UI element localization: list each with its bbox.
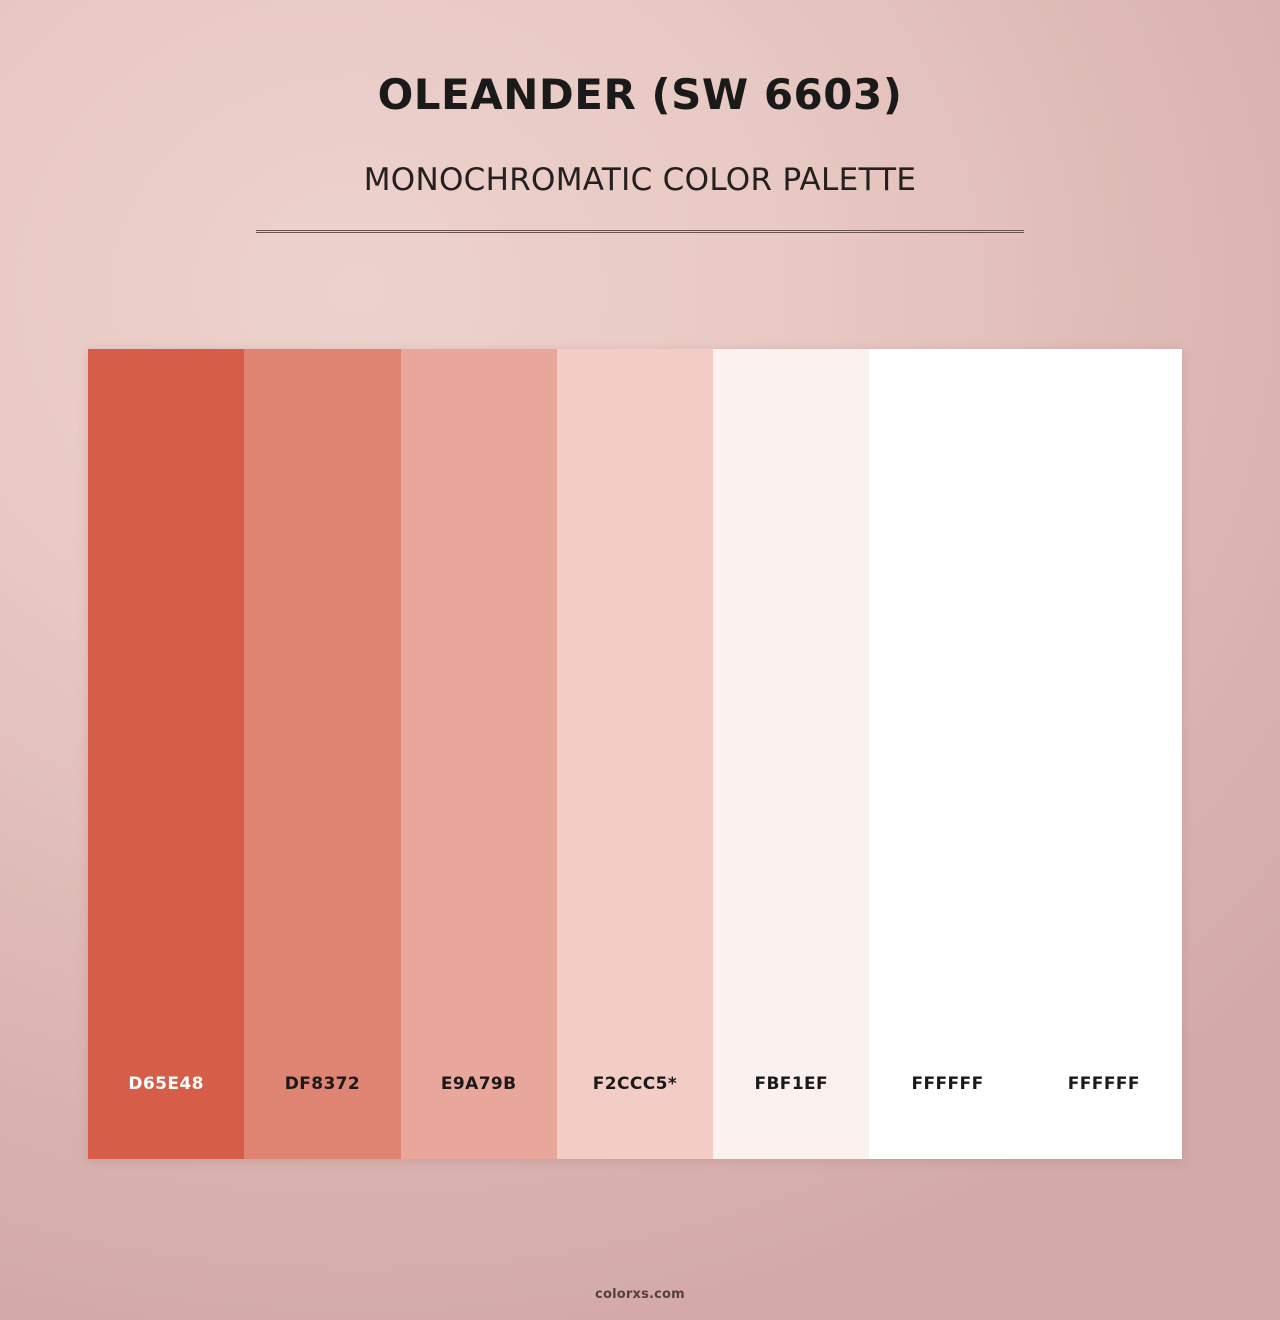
swatch-color-block[interactable] [869, 349, 1025, 1009]
page-header [0, 0, 1280, 233]
color-swatch[interactable] [1026, 349, 1182, 1159]
swatch-color-block[interactable] [88, 349, 244, 1009]
page-subtitle: MONOCHROMATIC COLOR PALETTE [363, 162, 917, 199]
swatch-hex-label: FFFFFF [1026, 1009, 1182, 1159]
color-swatch[interactable] [401, 349, 557, 1159]
color-swatch[interactable] [713, 349, 869, 1159]
color-swatch[interactable] [557, 349, 713, 1159]
swatch-hex-label: DF8372 [244, 1009, 400, 1159]
swatch-color-block[interactable] [713, 349, 869, 1009]
swatch-hex-label: FBF1EF [713, 1009, 869, 1159]
swatch-hex-label: FFFFFF [869, 1009, 1025, 1159]
swatch-hex-label: F2CCC5* [557, 1009, 713, 1159]
swatch-color-block[interactable] [401, 349, 557, 1009]
swatch-color-block[interactable] [557, 349, 713, 1009]
header-divider [256, 230, 1024, 233]
color-palette [88, 349, 1182, 1159]
page-title: OLEANDER (SW 6603) [377, 70, 903, 119]
swatch-color-block[interactable] [1026, 349, 1182, 1009]
color-swatch[interactable] [869, 349, 1025, 1159]
divider-wrap [256, 230, 1024, 233]
color-swatch[interactable] [244, 349, 400, 1159]
site-credit: colorxs.com [595, 1287, 685, 1302]
swatch-color-block[interactable] [244, 349, 400, 1009]
swatch-hex-label: D65E48 [88, 1009, 244, 1159]
color-swatch[interactable] [88, 349, 244, 1159]
swatch-hex-label: E9A79B [401, 1009, 557, 1159]
